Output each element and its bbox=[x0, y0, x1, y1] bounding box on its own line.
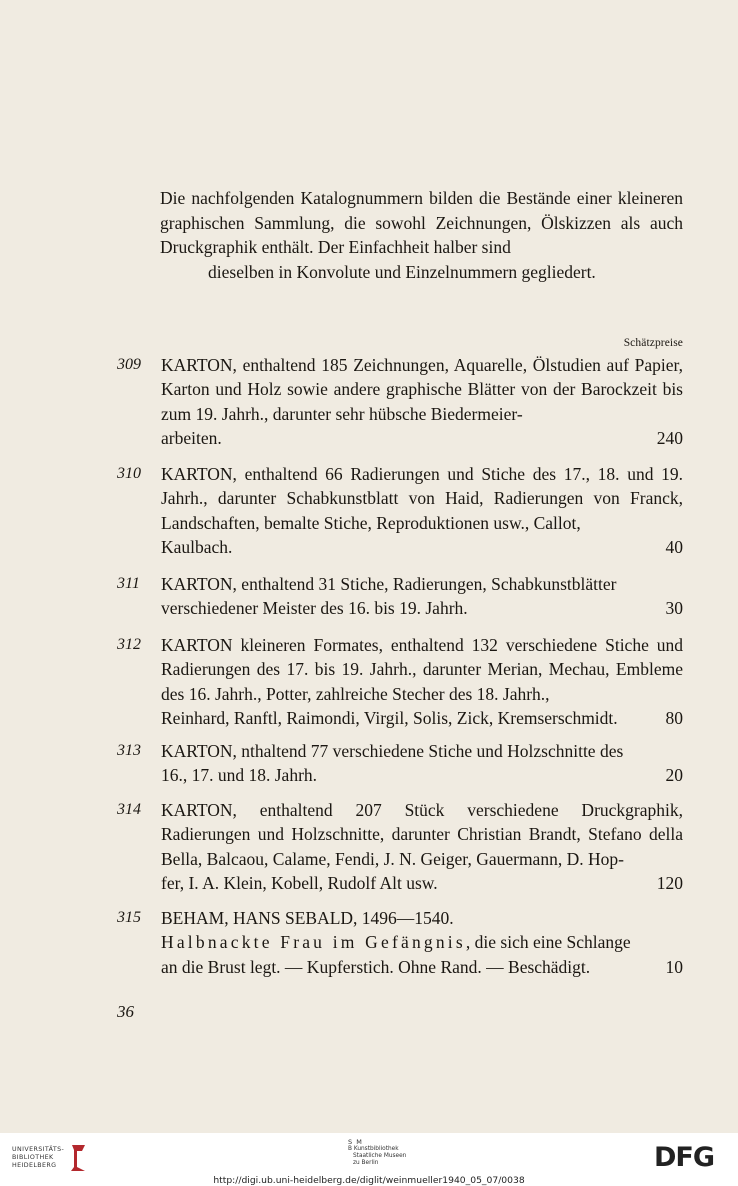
entry-description: KARTON, enthaltend 31 Stiche, Radierungen, Schabkunstblätter bbox=[161, 574, 617, 594]
entry-price: 80 bbox=[665, 708, 683, 729]
entry-last-line: arbeiten. bbox=[161, 428, 222, 449]
entry-number: 311 bbox=[117, 575, 140, 592]
catalog-entry bbox=[117, 462, 683, 560]
library-logo-block bbox=[12, 1143, 88, 1173]
entry-price: 30 bbox=[665, 598, 683, 619]
smb-line: Staatliche Museen bbox=[353, 1153, 407, 1159]
catalog-entry bbox=[117, 906, 683, 979]
catalog-entry bbox=[117, 353, 683, 451]
entry-price: 240 bbox=[656, 428, 683, 449]
entry-last-row bbox=[161, 871, 683, 895]
intro-text: Die nachfolgenden Katalognummern bilden die Bestände einer kleineren graphischen Sammlung, die sowohl Zeichnungen, Ölskizzen als auch Druckgraphik enthält. Der Einfachheit halber sind bbox=[160, 188, 683, 257]
entry-artist-heading: BEHAM, HANS SEBALD, 1496—1540. bbox=[161, 908, 454, 928]
entry-number: 313 bbox=[117, 742, 141, 759]
library-name-line: UNIVERSITÄTS- bbox=[12, 1146, 65, 1153]
entry-description: KARTON kleineren Formates, enthaltend 132 verschiedene Stiche und Radierungen des 17. bis 19. Jahrh., darunter Merian, Mechau, Embleme des 16. Jahrh., Potter, zahlreiche Stecher des 18. Jahrh., bbox=[161, 635, 683, 704]
digitization-footer bbox=[0, 1133, 738, 1186]
entry-last-line: verschiedener Meister des 16. bis 19. Jahrh. bbox=[161, 598, 468, 619]
entry-last-line: Kaulbach. bbox=[161, 537, 233, 558]
catalog-entry bbox=[117, 572, 683, 621]
entry-last-line: Reinhard, Ranftl, Raimondi, Virgil, Solis, Zick, Kremserschmidt. bbox=[161, 708, 618, 729]
entry-last-row bbox=[161, 426, 683, 450]
intro-paragraph bbox=[160, 186, 683, 284]
entry-last-row bbox=[161, 535, 683, 559]
entry-last-row bbox=[161, 763, 683, 787]
entry-last-row bbox=[161, 706, 683, 730]
entry-number: 309 bbox=[117, 356, 141, 373]
smb-mark: S M bbox=[348, 1138, 363, 1146]
entry-last-row bbox=[161, 955, 683, 979]
entry-price: 40 bbox=[665, 537, 683, 558]
intro-last-line: dieselben in Konvolute und Einzelnummern gegliedert. bbox=[208, 261, 596, 282]
library-name bbox=[12, 1146, 64, 1170]
entry-price: 10 bbox=[665, 956, 683, 977]
library-name-line: HEIDELBERG bbox=[12, 1162, 57, 1169]
entry-last-line: an die Brust legt. — Kupferstich. Ohne Rand. — Beschädigt. bbox=[161, 956, 591, 977]
heidelberg-seal-icon bbox=[68, 1143, 88, 1173]
entry-number: 310 bbox=[117, 465, 141, 482]
source-url-link[interactable]: http://digi.ub.uni-heidelberg.de/diglit/weinmueller1940_05_07/0038 bbox=[213, 1175, 525, 1186]
entry-last-line: fer, I. A. Klein, Kobell, Rudolf Alt usw. bbox=[161, 873, 438, 894]
entry-description: KARTON, nthaltend 77 verschiedene Stiche und Holzschnitte des bbox=[161, 741, 624, 761]
smb-logo-block bbox=[348, 1139, 406, 1167]
entry-description: KARTON, enthaltend 66 Radierungen und Stiche des 17., 18. und 19. Jahrh., darunter Schabkunstblatt von Haid, Radierungen von Franck, Landschaften, bemalte Stiche, Reproduktionen usw., Callot, bbox=[161, 464, 683, 533]
entry-price: 120 bbox=[656, 873, 683, 894]
entry-description: KARTON, enthaltend 207 Stück verschiedene Druckgraphik, Radierungen und Holzschnitte, darunter Christian Brandt, Stefano della Bella, Balcaou, Calame, Fendi, J. N. Geiger, Gauermann, D. Hop- bbox=[161, 800, 683, 869]
library-name-line: BIBLIOTHEK bbox=[12, 1154, 54, 1161]
catalog-entry bbox=[117, 798, 683, 896]
artwork-title-rest: , die sich eine Schlange bbox=[465, 932, 631, 953]
price-column-header: Schätzpreise bbox=[623, 337, 683, 349]
entry-number: 312 bbox=[117, 636, 141, 653]
artwork-title: Halbnackte Frau im Gefängnis bbox=[161, 932, 466, 953]
entry-price: 20 bbox=[665, 765, 683, 786]
entry-title-line bbox=[161, 930, 683, 954]
smb-line: zu Berlin bbox=[353, 1160, 379, 1166]
entry-number: 315 bbox=[117, 909, 141, 926]
entry-number: 314 bbox=[117, 801, 141, 818]
entry-description: KARTON, enthaltend 185 Zeichnungen, Aquarelle, Ölstudien auf Papier, Karton und Holz sowie andere graphische Blätter von der Barockzeit bis zum 19. Jahrh., darunter sehr hübsche Biedermeier- bbox=[161, 355, 683, 424]
dfg-logo: DFG bbox=[654, 1142, 715, 1173]
catalog-entry bbox=[117, 739, 683, 788]
entry-last-line: 16., 17. und 18. Jahrh. bbox=[161, 765, 318, 786]
entry-last-row bbox=[161, 596, 683, 620]
page-number: 36 bbox=[117, 1002, 134, 1021]
catalog-entry bbox=[117, 633, 683, 731]
smb-line: B Kunstbibliothek bbox=[348, 1146, 399, 1152]
